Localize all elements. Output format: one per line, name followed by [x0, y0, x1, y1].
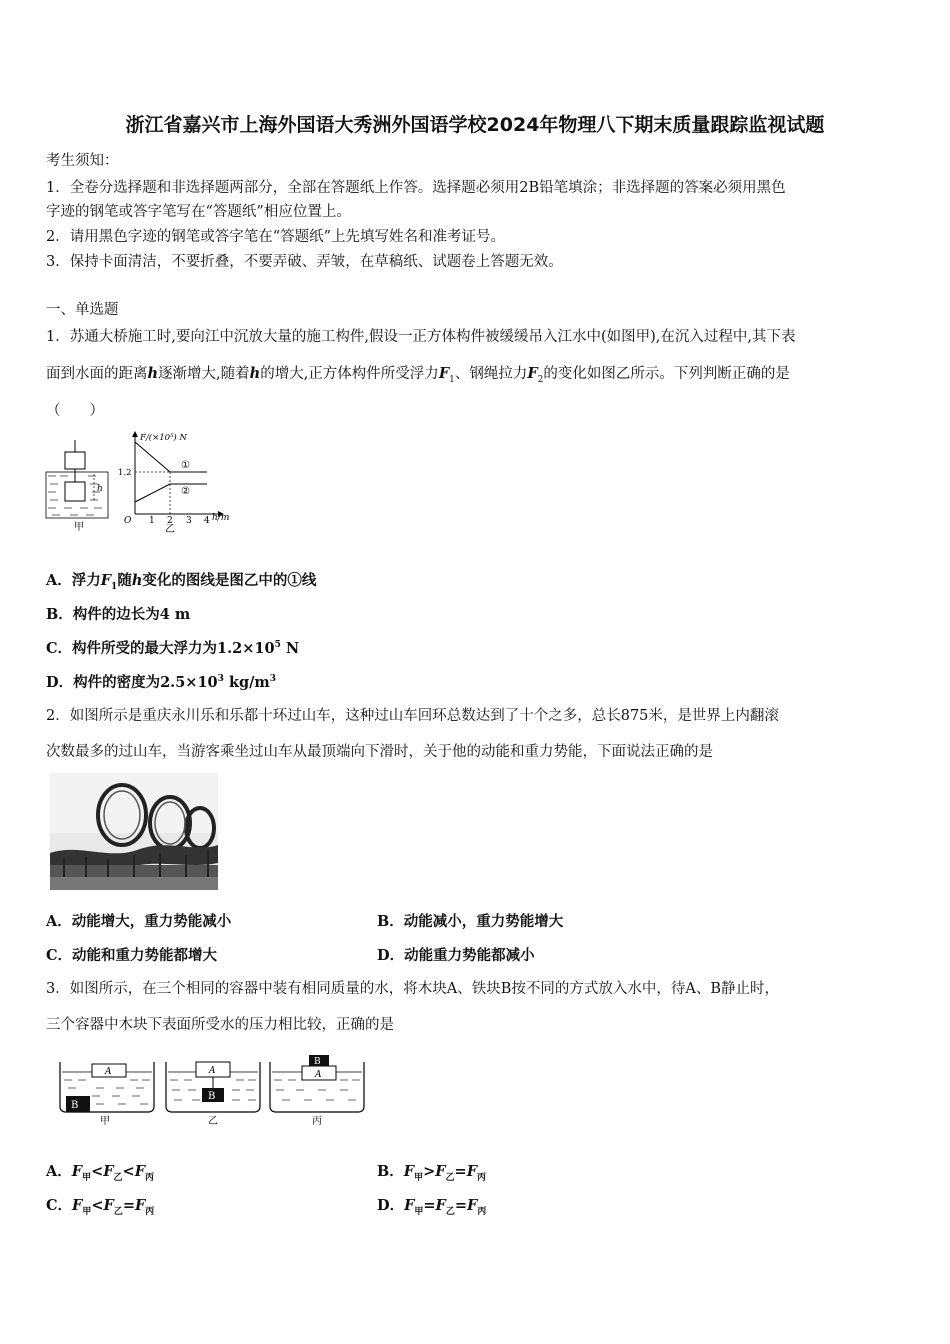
q3-sub: 乙	[445, 1172, 455, 1183]
q3-op: =	[423, 1197, 436, 1214]
q1-var-h: h	[131, 572, 143, 589]
q3-var-f: F	[435, 1197, 446, 1214]
series-label-2: ②	[181, 486, 190, 497]
block-b-label: B	[71, 1100, 79, 1111]
fig-jia-label: 甲	[74, 522, 84, 533]
container-jia	[60, 1062, 154, 1127]
q3-option-b[interactable]	[377, 1160, 486, 1183]
q3-var-f: F	[103, 1163, 114, 1180]
q1-sup: 3	[217, 674, 224, 685]
q3-option-a[interactable]	[46, 1160, 154, 1183]
q1-var-h: h	[249, 365, 261, 382]
q3-var-f: F	[404, 1197, 415, 1214]
q3-var-f: F	[72, 1197, 83, 1214]
q3-sub: 乙	[113, 1206, 123, 1217]
q3-op: <	[91, 1163, 104, 1180]
q1-figure-jia	[40, 432, 120, 538]
q3-op: =	[454, 1163, 467, 1180]
y-tick-label: 1.2	[118, 468, 132, 478]
q3-option-prefix: A．	[46, 1163, 72, 1180]
q3-var-f: F	[467, 1197, 478, 1214]
q1-option-c-text: N	[280, 640, 300, 657]
q3-var-f: F	[71, 1163, 83, 1180]
x-tick-1: 1	[149, 516, 155, 526]
q3-op: =	[122, 1197, 135, 1214]
q1-sub: 1	[111, 581, 118, 592]
q3-op: <	[91, 1197, 104, 1214]
q1-sup: 3	[269, 674, 277, 685]
q1-text: 逐渐增大,随着	[158, 366, 250, 382]
q3-sub: 甲	[82, 1206, 92, 1217]
fig-yi-label: 乙	[165, 524, 175, 535]
section-heading: 一、单选题	[46, 302, 119, 318]
q1-sup: 5	[274, 640, 281, 651]
q1-option-a-text: A．浮力	[46, 572, 101, 589]
container-jia-label: 甲	[100, 1116, 110, 1127]
q1-bracket: （ ）	[46, 403, 104, 419]
q1-var-h: h	[147, 365, 159, 382]
series-line-1	[135, 442, 207, 472]
q1-text: 的增大,正方体构件所受浮力	[260, 366, 439, 382]
q1-figure-yi	[115, 430, 245, 536]
q3-option-prefix: C．	[46, 1197, 73, 1214]
q1-text: 的变化如图乙所示。下列判断正确的是	[543, 366, 790, 382]
container-bing-label: 丙	[312, 1116, 322, 1127]
container-yi-label: 乙	[208, 1116, 218, 1127]
y-axis-label: F/(×10⁵) N	[140, 433, 187, 443]
q3-op: <	[122, 1163, 135, 1180]
q3-sub: 乙	[445, 1206, 455, 1217]
q3-option-prefix: D．	[377, 1197, 405, 1214]
notice-item-3: 3．保持卡面清洁，不要折叠，不要弄破、弄皱，在草稿纸、试题卷上答题无效。	[46, 254, 563, 270]
q1-text: 、钢绳拉力	[454, 366, 528, 382]
notice-item-2: 2．请用黑色字迹的钢笔或答字笔在“答题纸”上先填写姓名和准考证号。	[46, 229, 506, 245]
block-a-label: A	[105, 1067, 112, 1077]
q3-sub: 丙	[145, 1172, 155, 1183]
q1-option-d-text: D．构件的密度为2.5×10	[46, 674, 218, 691]
x-tick-2: 2	[167, 516, 173, 526]
q1-var-f: F	[100, 572, 112, 589]
series-line-2	[135, 484, 207, 502]
notice-item-1-cont: 字迹的钢笔或答字笔写在“答题纸”相应位置上。	[46, 204, 351, 220]
q3-sub: 甲	[414, 1172, 424, 1183]
fig-h-label: h	[97, 484, 103, 494]
container-yi	[166, 1062, 260, 1127]
q2-option-a[interactable]: A．动能增大，重力势能减小	[46, 913, 232, 930]
q2-option-d[interactable]: D．动能重力势能都减小	[377, 947, 535, 964]
q1-option-d-text: kg/m	[223, 674, 270, 691]
block-b-label: B	[314, 1057, 321, 1067]
q3-var-f: F	[134, 1197, 146, 1214]
q3-var-f: F	[403, 1163, 415, 1180]
q3-var-f: F	[466, 1163, 477, 1180]
q3-var-f: F	[134, 1163, 145, 1180]
q3-sub: 丙	[145, 1206, 155, 1217]
q1-var-f: F	[438, 365, 450, 382]
q3-option-d[interactable]	[377, 1194, 486, 1217]
q3-var-f: F	[103, 1197, 114, 1214]
x-tick-3: 3	[186, 516, 192, 526]
container-bing	[270, 1055, 364, 1127]
y-axis-arrow	[132, 431, 138, 437]
q1-option-b[interactable]: B．构件的边长为4 m	[46, 606, 191, 623]
q3-op: >	[423, 1163, 436, 1180]
q3-var-f: F	[435, 1163, 446, 1180]
q2-line2: 次数最多的过山车，当游客乘坐过山车从最顶端向下滑时，关于他的动能和重力势能，下面说法正确的是	[46, 744, 713, 760]
q1-sub: 1	[449, 374, 455, 385]
q1-line2	[46, 364, 790, 390]
q1-option-a-text: 变化的图线是图乙中的①线	[142, 572, 317, 589]
q2-option-b[interactable]: B．动能减小，重力势能增大	[377, 913, 564, 930]
q1-option-d[interactable]	[46, 671, 276, 692]
q3-option-prefix: B．	[377, 1163, 404, 1180]
x-axis-label: h/m	[212, 513, 230, 523]
q3-sub: 甲	[82, 1172, 92, 1183]
q1-line1: 1．苏通大桥施工时,要向江中沉放大量的施工构件,假设一正方体构件被缓缓吊入江水中(如图甲),在沉入过程中,其下表	[46, 329, 796, 345]
q3-line2: 三个容器中木块下表面所受水的压力相比较，正确的是	[46, 1017, 394, 1033]
block-b-label: B	[208, 1091, 216, 1102]
q3-option-c[interactable]	[46, 1194, 154, 1217]
q1-option-c-text: C．构件所受的最大浮力为1.2×10	[46, 640, 275, 657]
q1-option-a-text: 随	[117, 572, 132, 589]
q3-op: =	[454, 1197, 468, 1214]
q3-sub: 乙	[113, 1172, 123, 1183]
x-tick-4: 4	[204, 516, 210, 526]
q1-text: 面到水面的距离	[46, 366, 148, 382]
block-a-label: A	[315, 1070, 322, 1080]
q3-line1: 3．如图所示，在三个相同的容器中装有相同质量的水，将木块A、铁块B按不同的方式放入水中，待A、B静止时，	[46, 981, 779, 997]
block-a-label: A	[209, 1066, 216, 1076]
q3-sub: 甲	[414, 1206, 424, 1217]
notice-item-1: 1．全卷分选择题和非选择题两部分，全部在答题纸上作答。选择题必须用2B铅笔填涂；非选择题的答案必须用黑色	[46, 180, 786, 196]
q1-option-a[interactable]	[46, 569, 316, 592]
q1-option-c[interactable]	[46, 637, 299, 658]
notice-heading: 考生须知：	[46, 153, 119, 169]
x-tick-O: O	[124, 516, 132, 526]
q3-sub: 丙	[477, 1206, 487, 1217]
roller-coaster-photo	[50, 773, 218, 890]
page-title: 浙江省嘉兴市上海外国语大秀洲外国语学校2024年物理八下期末质量跟踪监视试题	[125, 114, 825, 136]
q3-figure	[56, 1054, 386, 1129]
q1-var-f: F	[527, 365, 538, 382]
q3-sub: 丙	[477, 1172, 487, 1183]
series-label-1: ①	[181, 460, 190, 471]
q1-sub: 2	[537, 374, 544, 385]
q2-line1: 2．如图所示是重庆永川乐和乐都十环过山车，这种过山车回环总数达到了十个之多，总长875米，是世界上内翻滚	[46, 708, 779, 724]
q2-option-c[interactable]: C．动能和重力势能都增大	[46, 947, 218, 964]
